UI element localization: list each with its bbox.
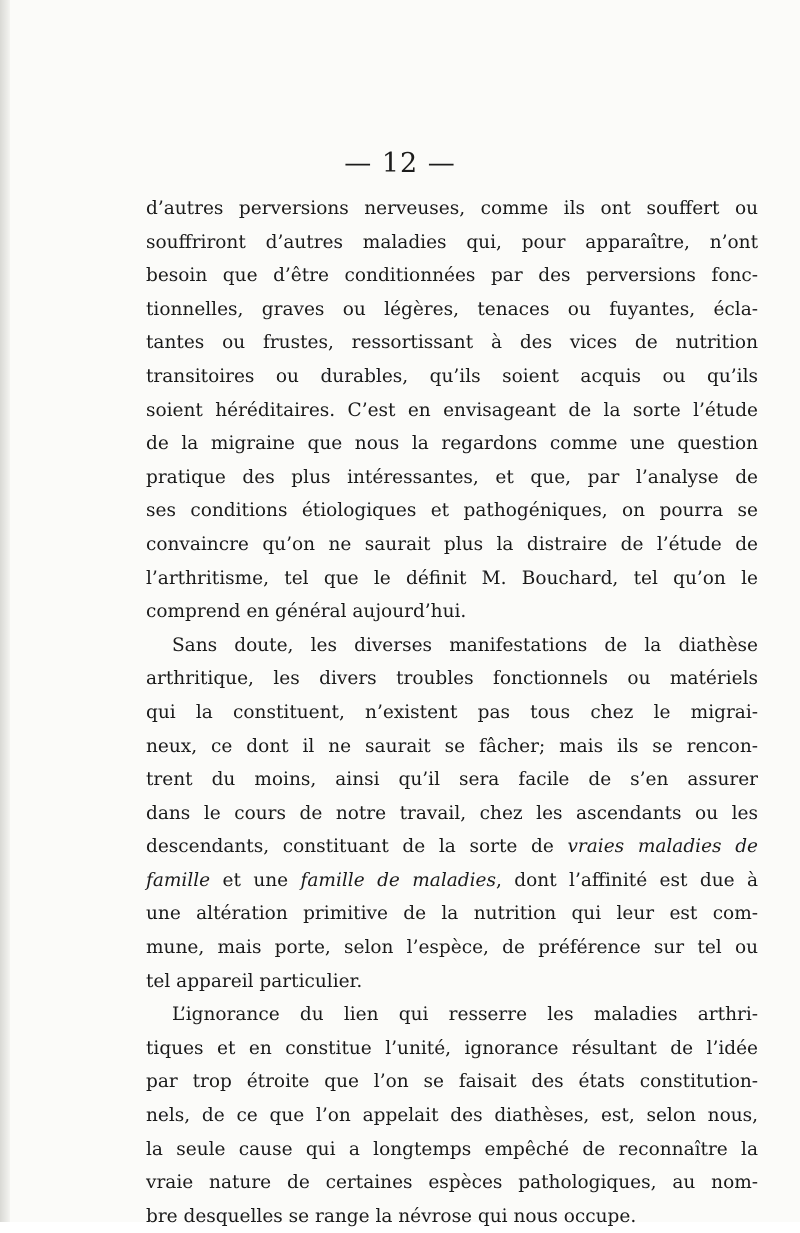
text-line: une altération primitive de la nutrition qui leur est com- <box>146 903 758 925</box>
paragraph-1 <box>146 192 758 629</box>
text-line: pratique des plus intéressantes, et que, par l’analyse de <box>146 466 758 488</box>
text-line: d’autres perversions nerveuses, comme ils ont souffert ou <box>146 198 758 219</box>
text-line: convaincre qu’on ne saurait plus la distraire de l’étude de <box>146 533 758 555</box>
text-line: dans le cours de notre travail, chez les ascendants ou les <box>146 802 758 824</box>
page-number: — 12 — <box>344 148 456 179</box>
text-line: mune, mais porte, selon l’espèce, de préférence sur tel ou <box>146 937 758 959</box>
text-line: neux, ce dont il ne saurait se fâcher; mais ils se rencon- <box>146 735 758 757</box>
text-line: souffriront d’autres maladies qui, pour apparaître, n’ont <box>146 231 758 253</box>
text-line: Sans doute, les diverses manifestations de la diathèse <box>172 634 758 656</box>
text-line: par trop étroite que l’on se faisait des états constitution- <box>146 1071 758 1093</box>
text-line: tionnelles, graves ou légères, tenaces ou fuyantes, écla- <box>146 298 758 320</box>
text-line: tiques et en constitue l’unité, ignorance résultant de l’idée <box>146 1037 758 1059</box>
paragraph-3 <box>146 998 758 1233</box>
text-line: tel appareil particulier. <box>146 970 363 992</box>
text-line: ses conditions étiologiques et pathogéniques, on pourra se <box>146 500 758 522</box>
text-line: de la migraine que nous la regardons comme une question <box>146 433 758 455</box>
text-line: soient héréditaires. C’est en envisageant de la sorte l’étude <box>146 399 758 421</box>
text-line: transitoires ou durables, qu’ils soient acquis ou qu’ils <box>146 365 758 387</box>
text-line: tantes ou frustes, ressortissant à des vices de nutrition <box>146 332 758 354</box>
text-line: l’arthritisme, tel que le définit M. Bouchard, tel qu’on le <box>146 567 758 589</box>
text-line: la seule cause qui a longtemps empêché de reconnaître la <box>146 1138 758 1160</box>
text-line: arthritique, les divers troubles fonctionnels ou matériels <box>146 668 758 690</box>
text-line: trent du moins, ainsi qu’il sera facile de s’en assurer <box>146 769 758 791</box>
text-line: descendants, constituant de la sorte de vraies maladies de <box>146 836 758 858</box>
paragraph-2 <box>146 629 758 999</box>
body-text <box>146 192 758 1233</box>
text-line: vraie nature de certaines espèces pathologiques, au nom- <box>146 1172 758 1194</box>
text-line: nels, de ce que l’on appelait des diathèses, est, selon nous, <box>146 1105 758 1127</box>
text-line: besoin que d’être conditionnées par des perversions fonc- <box>146 265 758 287</box>
text-line: famille et une famille de maladies, dont l’affinité est due à <box>146 869 758 891</box>
text-line: comprend en général aujourd’hui. <box>146 601 467 623</box>
page-binding-edge <box>0 0 10 1222</box>
text-line: L’ignorance du lien qui resserre les maladies arthri- <box>172 1004 758 1026</box>
text-line: qui la constituent, n’existent pas tous chez le migrai- <box>146 701 758 723</box>
text-line: bre desquelles se range la névrose qui nous occupe. <box>146 1205 637 1227</box>
